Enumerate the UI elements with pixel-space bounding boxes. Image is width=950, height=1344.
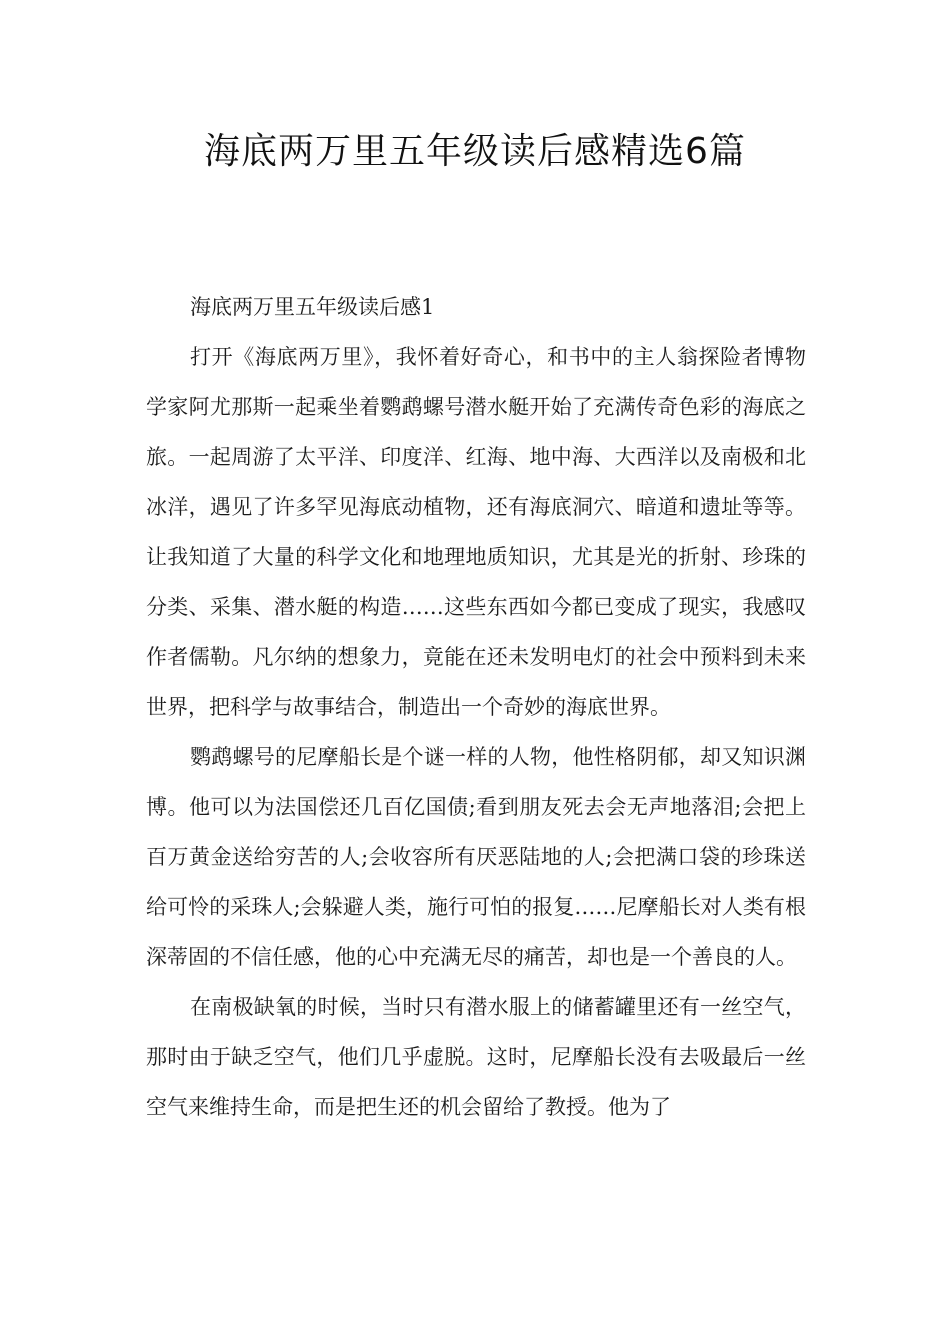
paragraph-3: 在南极缺氧的时候，当时只有潜水服上的储蓄罐里还有一丝空气，那时由于缺乏空气，他们几乎虚脱。这时，尼摩船长没有去吸最后一丝空气来维持生命，而是把生还的机会留给了教授。他为了: [146, 995, 806, 1119]
document-title: 海底两万里五年级读后感精选6篇: [204, 131, 746, 172]
paragraph-1: 打开《海底两万里》，我怀着好奇心，和书中的主人翁探险者博物学家阿尤那斯一起乘坐着鹦鹉螺号潜水艇开始了充满传奇色彩的海底之旅。一起周游了太平洋、印度洋、红海、地中海、大西洋以及南极和北冰洋，遇见了许多罕见海底动植物，还有海底洞穴、暗道和遗址等等。让我知道了大量的科学文化和地理地质知识，尤其是光的折射、珍珠的分类、采集、潜水艇的构造……这些东西如今都已变成了现实，我感叹作者儒勒。凡尔纳的想象力，竟能在还未发明电灯的社会中预料到未来世界，把科学与故事结合，制造出一个奇妙的海底世界。: [146, 345, 806, 719]
section-heading: 海底两万里五年级读后感1: [190, 295, 435, 319]
paragraph-2: 鹦鹉螺号的尼摩船长是个谜一样的人物，他性格阴郁，却又知识渊博。他可以为法国偿还几百亿国债;看到朋友死去会无声地落泪;会把上百万黄金送给穷苦的人;会收容所有厌恶陆地的人;会把满口袋的珍珠送给可怜的采珠人;会躲避人类，施行可怕的报复……尼摩船长对人类有根深蒂固的不信任感，他的心中充满无尽的痛苦，却也是一个善良的人。: [146, 745, 806, 969]
document-body: [146, 282, 806, 1132]
